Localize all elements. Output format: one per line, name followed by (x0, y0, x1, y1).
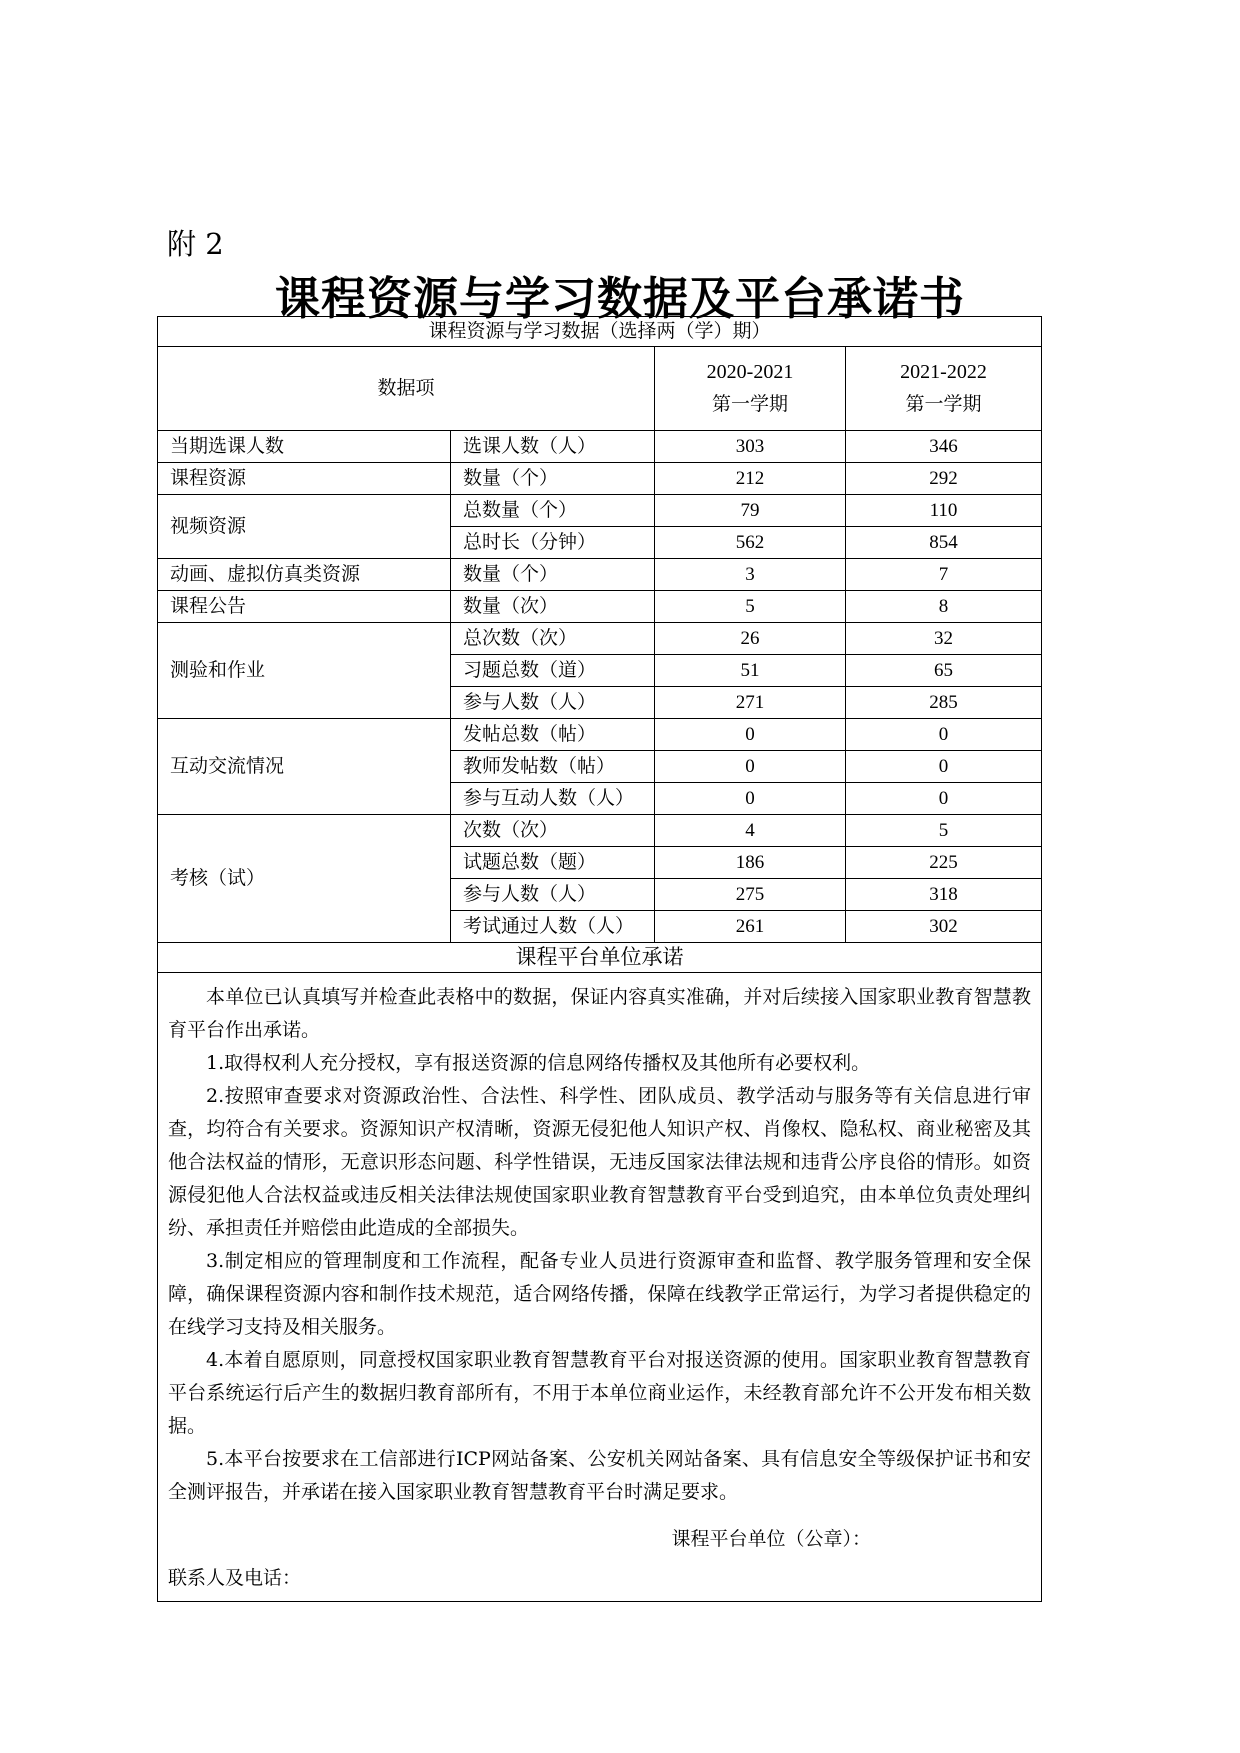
item-label: 发帖总数（帖） (451, 719, 655, 751)
value-cell: 318 (846, 879, 1042, 911)
table-row (158, 559, 1042, 591)
value-cell: 0 (655, 719, 846, 751)
item-label: 参与互动人数（人） (451, 783, 655, 815)
category-cell: 课程公告 (158, 591, 451, 623)
semester-header-1 (655, 347, 846, 431)
pledge-heading: 课程平台单位承诺 (158, 943, 1042, 973)
category-cell: 动画、虚拟仿真类资源 (158, 559, 451, 591)
table-caption: 课程资源与学习数据（选择两（学）期） (158, 317, 1042, 347)
value-cell: 212 (655, 463, 846, 495)
value-cell: 0 (655, 783, 846, 815)
table-row (158, 431, 1042, 463)
value-cell: 79 (655, 495, 846, 527)
item-header: 数据项 (158, 347, 655, 431)
item-label: 总次数（次） (451, 623, 655, 655)
semester-term: 第一学期 (905, 393, 982, 416)
semester-year: 2020-2021 (706, 361, 794, 384)
table-row (158, 495, 1042, 527)
item-label: 数量（次） (451, 591, 655, 623)
pledge-intro: 本单位已认真填写并检查此表格中的数据，保证内容真实准确，并对后续接入国家职业教育智慧教育平台作出承诺。 (168, 986, 1032, 1041)
item-label: 次数（次） (451, 815, 655, 847)
category-cell: 测验和作业 (158, 623, 451, 719)
value-cell: 303 (655, 431, 846, 463)
table-row (158, 591, 1042, 623)
item-label: 参与人数（人） (451, 687, 655, 719)
value-cell: 0 (846, 719, 1042, 751)
category-cell: 当期选课人数 (158, 431, 451, 463)
value-cell: 5 (846, 815, 1042, 847)
value-cell: 275 (655, 879, 846, 911)
pledge-item-5: 5.本平台按要求在工信部进行ICP网站备案、公安机关网站备案、具有信息安全等级保护证书和安全测评报告，并承诺在接入国家职业教育智慧教育平台时满足要求。 (168, 1448, 1032, 1503)
value-cell: 32 (846, 623, 1042, 655)
data-table (157, 316, 1042, 1602)
semester-header-2 (846, 347, 1042, 431)
item-label: 试题总数（题） (451, 847, 655, 879)
table-row (158, 623, 1042, 655)
value-cell: 3 (655, 559, 846, 591)
value-cell: 302 (846, 911, 1042, 943)
value-cell: 8 (846, 591, 1042, 623)
value-cell: 65 (846, 655, 1042, 687)
table-row (158, 719, 1042, 751)
value-cell: 854 (846, 527, 1042, 559)
attachment-label: 附 2 (167, 227, 224, 261)
document-title: 课程资源与学习数据及平台承诺书 (274, 272, 965, 325)
category-cell: 视频资源 (158, 495, 451, 559)
semester-year: 2021-2022 (900, 361, 987, 384)
value-cell: 562 (655, 527, 846, 559)
category-cell: 互动交流情况 (158, 719, 451, 815)
pledge-item-2: 2.按照审查要求对资源政治性、合法性、科学性、团队成员、教学活动与服务等有关信息进行审查，均符合有关要求。资源知识产权清晰，资源无侵犯他人知识产权、肖像权、隐私权、商业秘密及其他合法权益的情形，无意识形态问题、科学性错误，无违反国家法律法规和违背公序良俗的情形。如资源侵犯他人合法权益或违反相关法律法规使国家职业教育智慧教育平台受到追究，由本单位负责处理纠纷、承担责任并赔偿由此造成的全部损失。 (168, 1085, 1032, 1239)
pledge-item-1: 1.取得权利人充分授权，享有报送资源的信息网络传播权及其他所有必要权利。 (206, 1052, 871, 1074)
item-label: 教师发帖数（帖） (451, 751, 655, 783)
value-cell: 292 (846, 463, 1042, 495)
value-cell: 186 (655, 847, 846, 879)
item-label: 选课人数（人） (451, 431, 655, 463)
value-cell: 285 (846, 687, 1042, 719)
value-cell: 261 (655, 911, 846, 943)
item-label: 总数量（个） (451, 495, 655, 527)
value-cell: 26 (655, 623, 846, 655)
semester-term: 第一学期 (711, 393, 788, 416)
signature-label: 课程平台单位（公章）： (671, 1528, 872, 1550)
item-label: 参与人数（人） (451, 879, 655, 911)
table-row (158, 463, 1042, 495)
item-label: 考试通过人数（人） (451, 911, 655, 943)
value-cell: 271 (655, 687, 846, 719)
contact-label: 联系人及电话： (168, 1567, 302, 1589)
pledge-item-4: 4.本着自愿原则，同意授权国家职业教育智慧教育平台对报送资源的使用。国家职业教育智慧教育平台系统运行后产生的数据归教育部所有，不用于本单位商业运作，未经教育部允许不公开发布相关数据。 (168, 1349, 1032, 1437)
value-cell: 5 (655, 591, 846, 623)
value-cell: 0 (846, 783, 1042, 815)
table-row (158, 815, 1042, 847)
value-cell: 225 (846, 847, 1042, 879)
value-cell: 7 (846, 559, 1042, 591)
pledge-body (158, 973, 1042, 1602)
value-cell: 346 (846, 431, 1042, 463)
item-label: 总时长（分钟） (451, 527, 655, 559)
value-cell: 0 (655, 751, 846, 783)
value-cell: 0 (846, 751, 1042, 783)
category-cell: 考核（试） (158, 815, 451, 943)
value-cell: 51 (655, 655, 846, 687)
item-label: 习题总数（道） (451, 655, 655, 687)
value-cell: 110 (846, 495, 1042, 527)
item-label: 数量（个） (451, 463, 655, 495)
category-cell: 课程资源 (158, 463, 451, 495)
value-cell: 4 (655, 815, 846, 847)
pledge-item-3: 3.制定相应的管理制度和工作流程，配备专业人员进行资源审查和监督、教学服务管理和安全保障，确保课程资源内容和制作技术规范，适合网络传播，保障在线教学正常运行，为学习者提供稳定的在线学习支持及相关服务。 (168, 1250, 1032, 1338)
item-label: 数量（个） (451, 559, 655, 591)
